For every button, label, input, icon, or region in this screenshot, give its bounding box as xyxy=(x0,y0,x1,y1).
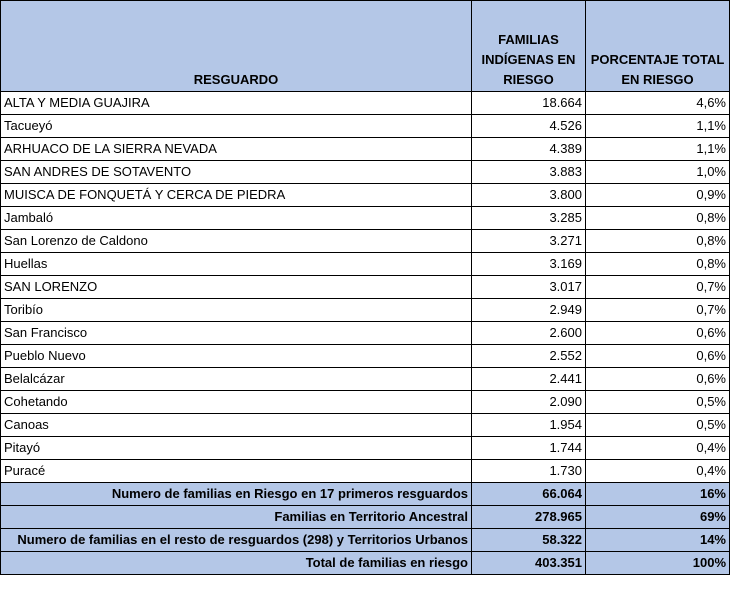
resguardo-name: ALTA Y MEDIA GUAJIRA xyxy=(1,92,472,115)
porcentaje-value: 0,5% xyxy=(586,391,730,414)
resguardo-name: SAN ANDRES DE SOTAVENTO xyxy=(1,161,472,184)
porcentaje-value: 0,4% xyxy=(586,460,730,483)
resguardo-name: Puracé xyxy=(1,460,472,483)
resguardo-name: San Francisco xyxy=(1,322,472,345)
summary-porcentaje: 69% xyxy=(586,506,730,529)
summary-familias: 58.322 xyxy=(472,529,586,552)
table-row xyxy=(1,345,730,368)
familias-value: 2.090 xyxy=(472,391,586,414)
porcentaje-value: 0,9% xyxy=(586,184,730,207)
resguardo-name: Huellas xyxy=(1,253,472,276)
familias-value: 3.800 xyxy=(472,184,586,207)
table-row xyxy=(1,437,730,460)
summary-label: Total de familias en riesgo xyxy=(1,552,472,575)
porcentaje-value: 0,4% xyxy=(586,437,730,460)
summary-familias: 278.965 xyxy=(472,506,586,529)
resguardo-name: MUISCA DE FONQUETÁ Y CERCA DE PIEDRA xyxy=(1,184,472,207)
resguardo-name: Toribío xyxy=(1,299,472,322)
summary-row xyxy=(1,529,730,552)
summary-row xyxy=(1,552,730,575)
familias-value: 2.552 xyxy=(472,345,586,368)
table-row xyxy=(1,391,730,414)
summary-label: Numero de familias en el resto de resguardos (298) y Territorios Urbanos xyxy=(1,529,472,552)
resguardo-name: Pueblo Nuevo xyxy=(1,345,472,368)
porcentaje-value: 1,1% xyxy=(586,138,730,161)
summary-familias: 66.064 xyxy=(472,483,586,506)
resguardo-name: SAN LORENZO xyxy=(1,276,472,299)
familias-value: 1.744 xyxy=(472,437,586,460)
porcentaje-value: 0,7% xyxy=(586,276,730,299)
familias-value: 3.271 xyxy=(472,230,586,253)
table-row xyxy=(1,92,730,115)
resguardo-name: ARHUACO DE LA SIERRA NEVADA xyxy=(1,138,472,161)
porcentaje-value: 1,0% xyxy=(586,161,730,184)
table-row xyxy=(1,276,730,299)
porcentaje-value: 0,6% xyxy=(586,345,730,368)
resguardo-name: Canoas xyxy=(1,414,472,437)
familias-value: 3.169 xyxy=(472,253,586,276)
resguardo-name: Jambaló xyxy=(1,207,472,230)
summary-row xyxy=(1,506,730,529)
table-row xyxy=(1,207,730,230)
porcentaje-value: 0,5% xyxy=(586,414,730,437)
header-porcentaje: PORCENTAJE TOTAL EN RIESGO xyxy=(586,1,730,92)
familias-value: 18.664 xyxy=(472,92,586,115)
summary-label: Familias en Territorio Ancestral xyxy=(1,506,472,529)
table-row xyxy=(1,138,730,161)
header-row xyxy=(1,1,730,92)
resguardo-name: Pitayó xyxy=(1,437,472,460)
table-row xyxy=(1,322,730,345)
familias-value: 3.285 xyxy=(472,207,586,230)
porcentaje-value: 0,8% xyxy=(586,207,730,230)
resguardo-name: Belalcázar xyxy=(1,368,472,391)
summary-row xyxy=(1,483,730,506)
porcentaje-value: 0,8% xyxy=(586,230,730,253)
familias-value: 2.949 xyxy=(472,299,586,322)
table-row xyxy=(1,460,730,483)
porcentaje-value: 4,6% xyxy=(586,92,730,115)
summary-porcentaje: 14% xyxy=(586,529,730,552)
table-row xyxy=(1,414,730,437)
table-row xyxy=(1,230,730,253)
familias-value: 2.441 xyxy=(472,368,586,391)
familias-value: 1.954 xyxy=(472,414,586,437)
familias-value: 1.730 xyxy=(472,460,586,483)
familias-value: 3.883 xyxy=(472,161,586,184)
resguardo-name: San Lorenzo de Caldono xyxy=(1,230,472,253)
porcentaje-value: 0,7% xyxy=(586,299,730,322)
table-row xyxy=(1,299,730,322)
summary-label: Numero de familias en Riesgo en 17 primeros resguardos xyxy=(1,483,472,506)
summary-porcentaje: 16% xyxy=(586,483,730,506)
familias-value: 3.017 xyxy=(472,276,586,299)
table-row xyxy=(1,115,730,138)
header-resguardo: RESGUARDO xyxy=(1,1,472,92)
table-row xyxy=(1,253,730,276)
porcentaje-value: 1,1% xyxy=(586,115,730,138)
familias-value: 4.526 xyxy=(472,115,586,138)
porcentaje-value: 0,8% xyxy=(586,253,730,276)
summary-porcentaje: 100% xyxy=(586,552,730,575)
porcentaje-value: 0,6% xyxy=(586,322,730,345)
familias-value: 2.600 xyxy=(472,322,586,345)
table-row xyxy=(1,184,730,207)
resguardo-name: Cohetando xyxy=(1,391,472,414)
header-familias: FAMILIAS INDÍGENAS EN RIESGO xyxy=(472,1,586,92)
summary-familias: 403.351 xyxy=(472,552,586,575)
table-row xyxy=(1,368,730,391)
table-row xyxy=(1,161,730,184)
porcentaje-value: 0,6% xyxy=(586,368,730,391)
resguardo-name: Tacueyó xyxy=(1,115,472,138)
table-body xyxy=(1,92,730,575)
familias-value: 4.389 xyxy=(472,138,586,161)
